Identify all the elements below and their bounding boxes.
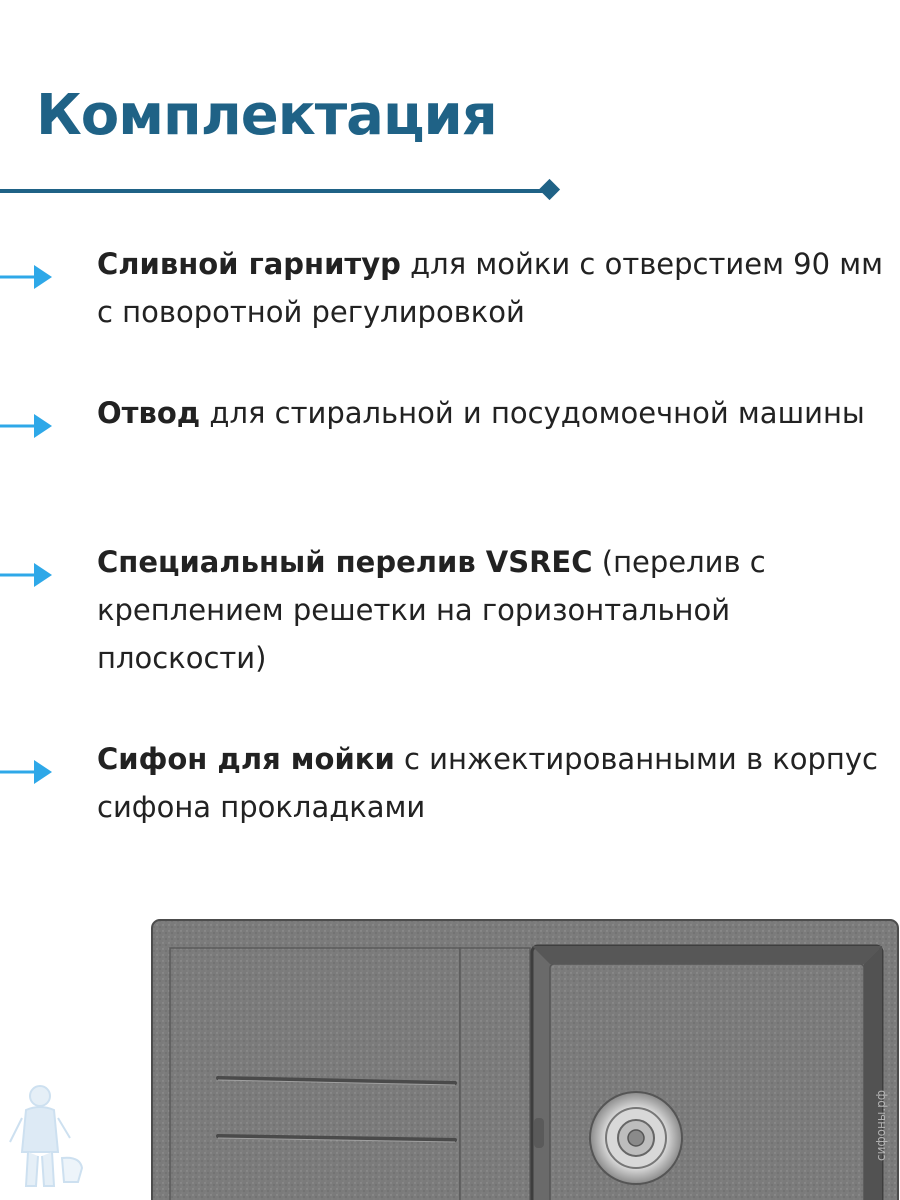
feature-title: Специальный перелив VSREC xyxy=(97,545,593,579)
feature-title: Сливной гарнитур xyxy=(97,247,401,281)
title-divider xyxy=(0,189,548,193)
arrow-right-icon xyxy=(0,411,56,441)
feature-description: (перелив с креплением решетки на горизонтальной плоскости) xyxy=(97,545,766,675)
feature-text xyxy=(97,240,887,336)
feature-title: Отвод xyxy=(97,396,201,430)
divider-diamond-icon xyxy=(539,179,560,200)
feature-text xyxy=(97,538,887,682)
plumber-mascot-icon xyxy=(8,1082,86,1194)
arrow-right-icon xyxy=(0,262,56,292)
feature-description: с инжектированными в корпус сифона прокладками xyxy=(97,742,878,824)
watermark-text: сифоны.рф xyxy=(874,1090,888,1162)
arrow-right-icon xyxy=(0,560,56,590)
feature-title: Сифон для мойки xyxy=(97,742,395,776)
page-title: Комплектация xyxy=(36,83,497,148)
sink-product-image xyxy=(150,918,900,1200)
feature-text xyxy=(97,389,887,437)
feature-description: для стиральной и посудомоечной машины xyxy=(200,396,865,430)
feature-text xyxy=(97,735,887,831)
feature-description: для мойки с отверстием 90 мм с поворотной регулировкой xyxy=(97,247,884,329)
arrow-right-icon xyxy=(0,757,56,787)
